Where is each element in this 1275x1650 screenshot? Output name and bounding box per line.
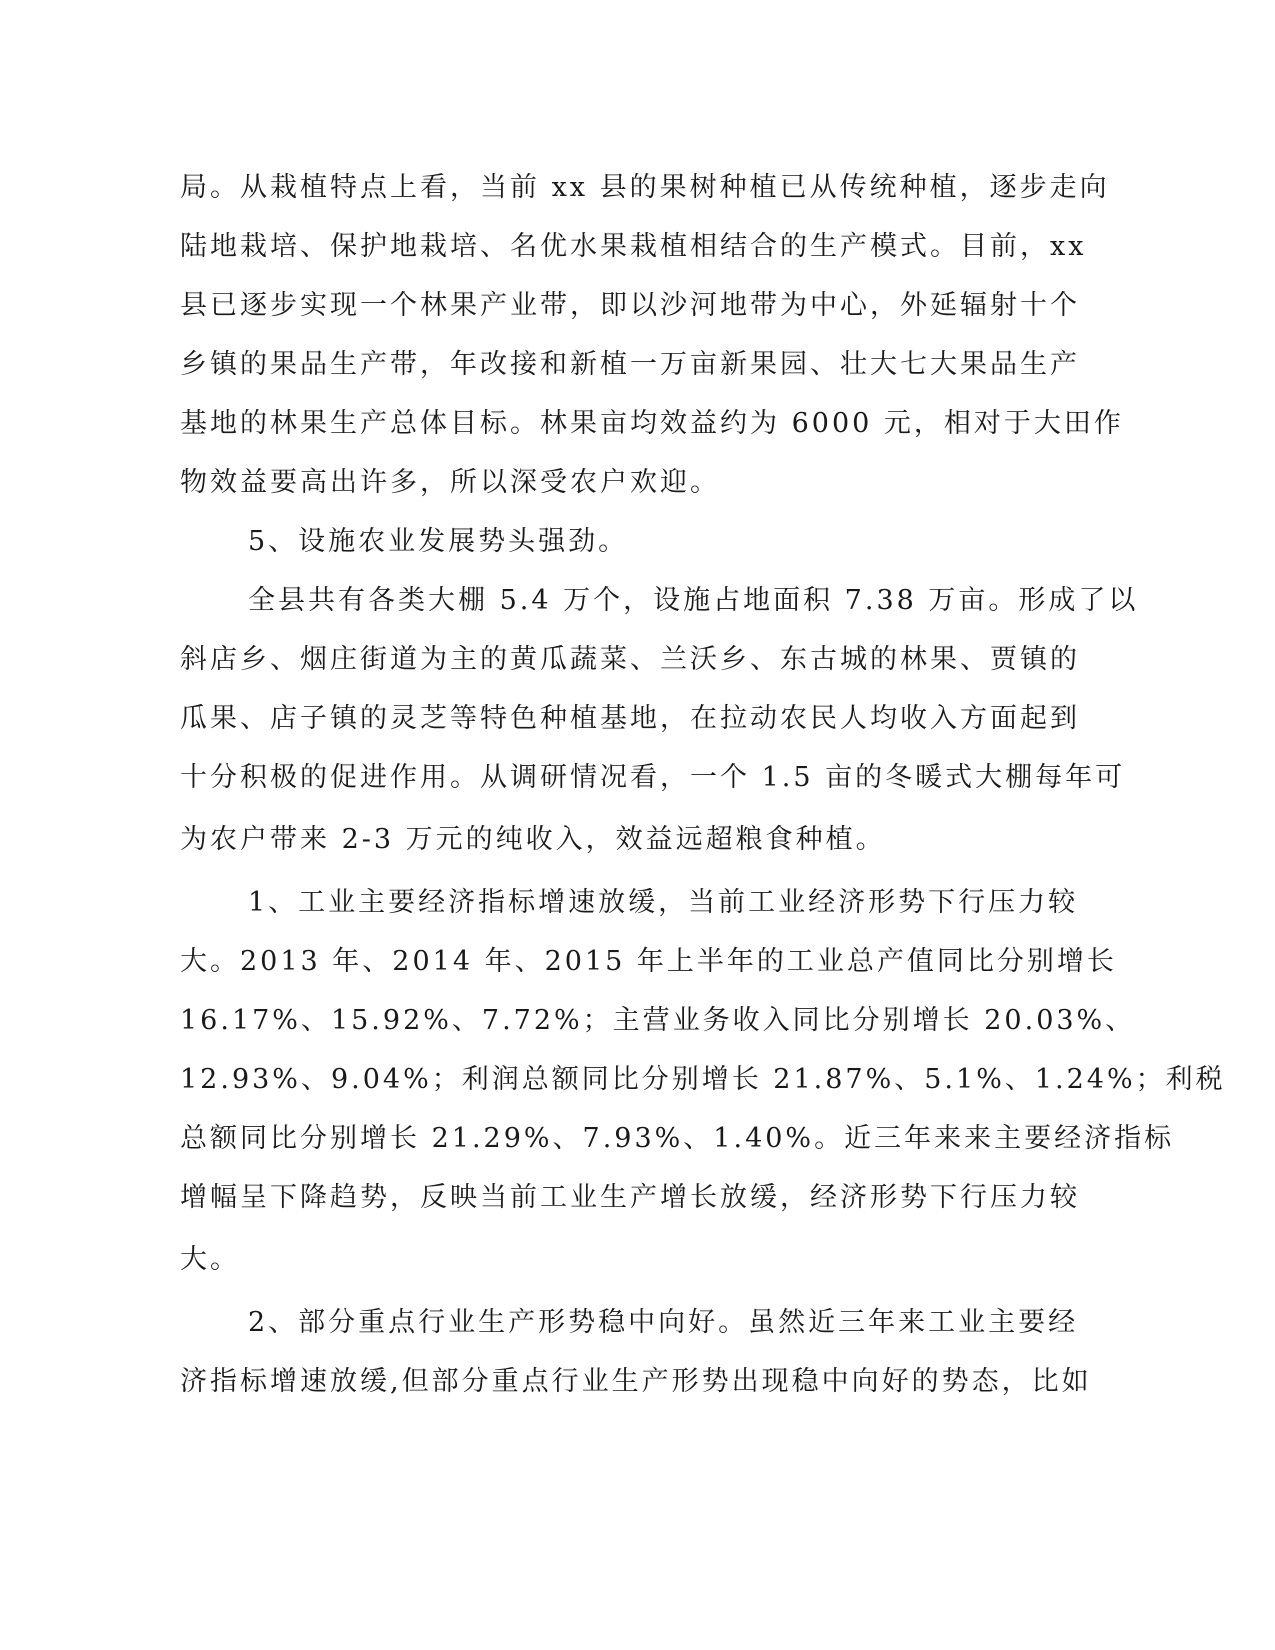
text-line: 陆地栽培、保护地栽培、名优水果栽植相结合的生产模式。目前，xx xyxy=(180,231,1087,262)
text-line: 大。2013 年、2014 年、2015 年上半年的工业总产值同比分别增长 xyxy=(180,946,1117,977)
text-line: 局。从栽植特点上看，当前 xx 县的果树种植已从传统种植，逐步走向 xyxy=(180,172,1110,203)
text-line: 为农户带来 2-3 万元的纯收入，效益远超粮食种植。 xyxy=(180,824,886,855)
text-line: 十分积极的促进作用。从调研情况看，一个 1.5 亩的冬暖式大棚每年可 xyxy=(180,762,1126,793)
text-line: 总额同比分别增长 21.29%、7.93%、1.40%。近三年来来主要经济指标 xyxy=(180,1123,1175,1154)
text-line: 增幅呈下降趋势，反映当前工业生产增长放缓，经济形势下行压力较 xyxy=(180,1182,1080,1213)
paragraph-start: 全县共有各类大棚 5.4 万个，设施占地面积 7.38 万亩。形成了以 xyxy=(248,585,1139,616)
text-line: 大。 xyxy=(180,1244,240,1275)
body-text xyxy=(180,158,1226,1411)
text-line: 基地的林果生产总体目标。林果亩均效益约为 6000 元，相对于大田作 xyxy=(180,408,1124,439)
text-line: 12.93%、9.04%；利润总额同比分别增长 21.87%、5.1%、1.24%；利税 xyxy=(180,1064,1226,1095)
text-line: 16.17%、15.92%、7.72%；主营业务收入同比分别增长 20.03%、 xyxy=(180,1005,1136,1036)
paragraph-start: 2、部分重点行业生产形势稳中向好。虽然近三年来工业主要经 xyxy=(248,1307,1079,1338)
text-line: 济指标增速放缓,但部分重点行业生产形势出现稳中向好的势态，比如 xyxy=(180,1366,1092,1397)
text-line: 斜店乡、烟庄街道为主的黄瓜蔬菜、兰沃乡、东古城的林果、贾镇的 xyxy=(180,644,1080,675)
section-heading: 5、设施农业发展势头强劲。 xyxy=(248,526,629,557)
paragraph-start: 1、工业主要经济指标增速放缓，当前工业经济形势下行压力较 xyxy=(248,887,1079,918)
text-line: 物效益要高出许多，所以深受农户欢迎。 xyxy=(180,467,720,498)
text-line: 县已逐步实现一个林果产业带，即以沙河地带为中心，外延辐射十个 xyxy=(180,290,1080,321)
text-line: 瓜果、店子镇的灵芝等特色种植基地，在拉动农民人均收入方面起到 xyxy=(180,703,1080,734)
text-line: 乡镇的果品生产带，年改接和新植一万亩新果园、壮大七大果品生产 xyxy=(180,349,1080,380)
